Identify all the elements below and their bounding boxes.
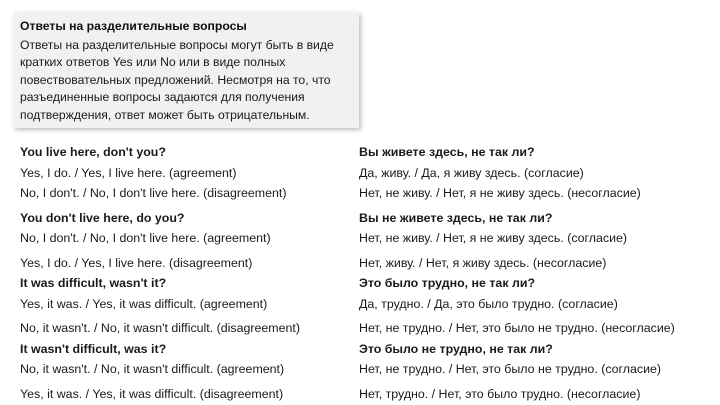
russian-answer: Нет, живу. / Нет, я живу здесь. (несогласие) xyxy=(359,255,607,270)
russian-answer: Нет, не трудно. / Нет, это было не трудно. (несогласие) xyxy=(359,321,675,335)
english-answer: Yes, it was. / Yes, it was difficult. (agreement) xyxy=(20,296,268,311)
english-answer: Yes, I do. / Yes, I live here. (agreement) xyxy=(20,165,237,180)
examples-table xyxy=(20,142,710,404)
russian-answer: Нет, трудно. / Нет, это было трудно. (несогласие) xyxy=(359,386,641,401)
answer-row xyxy=(20,183,710,204)
answer-row xyxy=(20,163,710,184)
russian-answer: Нет, не живу. / Нет, я не живу здесь. (согласие) xyxy=(359,231,628,245)
answer-row xyxy=(20,228,710,249)
english-answer: No, it wasn't. / No, it wasn't difficult. (agreement) xyxy=(20,362,285,376)
russian-question: Вы живете здесь, не так ли? xyxy=(359,145,535,159)
english-question: It wasn't difficult, was it? xyxy=(20,341,167,356)
question-row xyxy=(20,273,710,294)
english-answer: No, I don't. / No, I don't live here. (agreement) xyxy=(20,231,271,245)
answer-row xyxy=(20,253,710,274)
question-row xyxy=(20,208,710,229)
english-answer: No, I don't. / No, I don't live here. (disagreement) xyxy=(20,186,287,200)
english-question: You don't live here, do you? xyxy=(20,210,185,225)
intro-line: разъединенные вопросы задаются для получения xyxy=(20,90,305,105)
intro-line: Ответы на разделительные вопросы могут быть в виде xyxy=(20,38,334,52)
russian-question: Это было трудно, не так ли? xyxy=(359,276,536,290)
intro-line: кратких ответов Yes или No или в виде полных xyxy=(20,55,286,70)
english-answer: No, it wasn't. / No, it wasn't difficult. (disagreement) xyxy=(20,321,300,335)
intro-line: подтверждения, ответ может быть отрицательным. xyxy=(20,107,310,122)
english-question: You live here, don't you? xyxy=(20,145,166,159)
question-row xyxy=(20,142,710,163)
intro-title: Ответы на разделительные вопросы xyxy=(20,19,247,33)
intro-block xyxy=(13,12,359,128)
answer-row xyxy=(20,359,710,380)
intro-line: повествовательных предложений. Несмотря на то, что xyxy=(20,72,331,87)
russian-answer: Нет, не трудно. / Нет, это было не трудно. (согласие) xyxy=(359,362,662,376)
answer-row xyxy=(20,318,710,339)
english-answer: Yes, I do. / Yes, I live here. (disagreement) xyxy=(20,255,253,270)
english-answer: Yes, it was. / Yes, it was difficult. (disagreement) xyxy=(20,386,284,401)
russian-answer: Нет, не живу. / Нет, я не живу здесь. (несогласие) xyxy=(359,186,641,200)
intro-text xyxy=(20,37,352,124)
question-row xyxy=(20,339,710,360)
russian-answer: Да, живу. / Да, я живу здесь. (согласие) xyxy=(359,165,584,180)
answer-row xyxy=(20,384,710,405)
russian-question: Вы не живете здесь, не так ли? xyxy=(359,210,553,225)
english-question: It was difficult, wasn't it? xyxy=(20,276,167,290)
russian-question: Это было не трудно, не так ли? xyxy=(359,341,553,356)
answer-row xyxy=(20,294,710,315)
russian-answer: Да, трудно. / Да, это было трудно. (согласие) xyxy=(359,296,618,311)
